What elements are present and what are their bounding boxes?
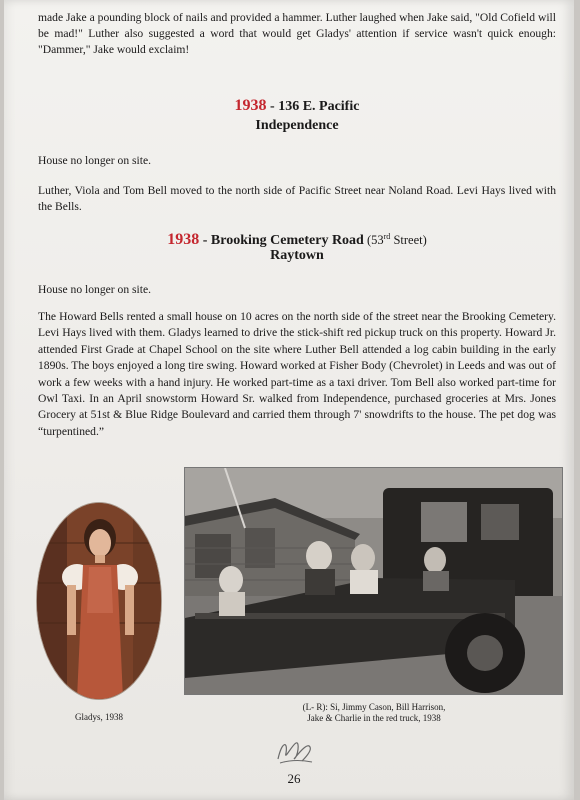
section-heading-1938-pacific xyxy=(38,97,556,116)
section2-note: House no longer on site. xyxy=(38,283,152,296)
street-text: (53 xyxy=(363,233,384,248)
section-year: 1938 xyxy=(234,97,267,114)
truck-caption-line2: Jake & Charlie in the red truck, 1938 xyxy=(307,713,441,723)
portrait-illustration xyxy=(37,503,161,699)
street-superscript: rd xyxy=(383,232,391,241)
truck-illustration xyxy=(185,468,562,694)
gladys-portrait-photo xyxy=(37,503,161,699)
truck-caption-line1: (L- R): Si, Jimmy Cason, Bill Harrison, xyxy=(302,702,446,712)
section-year: 1938 xyxy=(167,231,200,249)
section-street xyxy=(364,233,427,247)
red-truck-photo xyxy=(184,467,563,695)
truck-caption xyxy=(244,702,504,724)
section1-note: House no longer on site. xyxy=(38,154,152,167)
document-page xyxy=(4,0,574,800)
monogram-signature-icon xyxy=(272,737,316,767)
section-subtitle-independence: Independence xyxy=(255,118,339,133)
section-title: - 136 E. Pacific xyxy=(266,99,360,114)
section-subtitle-raytown: Raytown xyxy=(270,248,324,263)
street-text: Street) xyxy=(390,233,427,248)
intro-paragraph: made Jake a pounding block of nails and provided a hammer. Luther laughed when Jake said, "Old Cofield will be mad!" Luther also suggested a word that would get Gladys' attention if service wasn't quick enough: "Dammer," Jake would exclaim! xyxy=(38,11,556,57)
section1-paragraph: Luther, Viola and Tom Bell moved to the north side of Pacific Street near Noland Road. Levi Hays lived with the Bells. xyxy=(38,184,556,214)
gladys-caption: Gladys, 1938 xyxy=(75,712,123,722)
section-title: - Brooking Cemetery Road xyxy=(199,233,364,249)
section2-paragraph: The Howard Bells rented a small house on 10 acres on the north side of the street near the Brooking Cemetery. Levi Hays lived with them. Gladys learned to drive the stick-shift red pickup truck on this property. Howard Jr. attended First Grade at Chapel School on the site where Luther Bell attended a log cabin building in the early 1890s. The boys enjoyed a long tire swing. Howard worked at Fisher Body (Chevrolet) in Leeds and was out of work a few weeks with a hand injury. He worked part-time as a taxi driver. Tom Bell also worked part-time for Owl Taxi. In an April snowstorm Howard Sr. walked from Independence, purchased groceries at Mrs. Jones Grocery at 51st & Blue Ridge Boulevard and carried them through 7' snowdrifts to the house. The pet dog was “turpentined.” xyxy=(38,310,556,438)
page-number: 26 xyxy=(287,771,301,786)
